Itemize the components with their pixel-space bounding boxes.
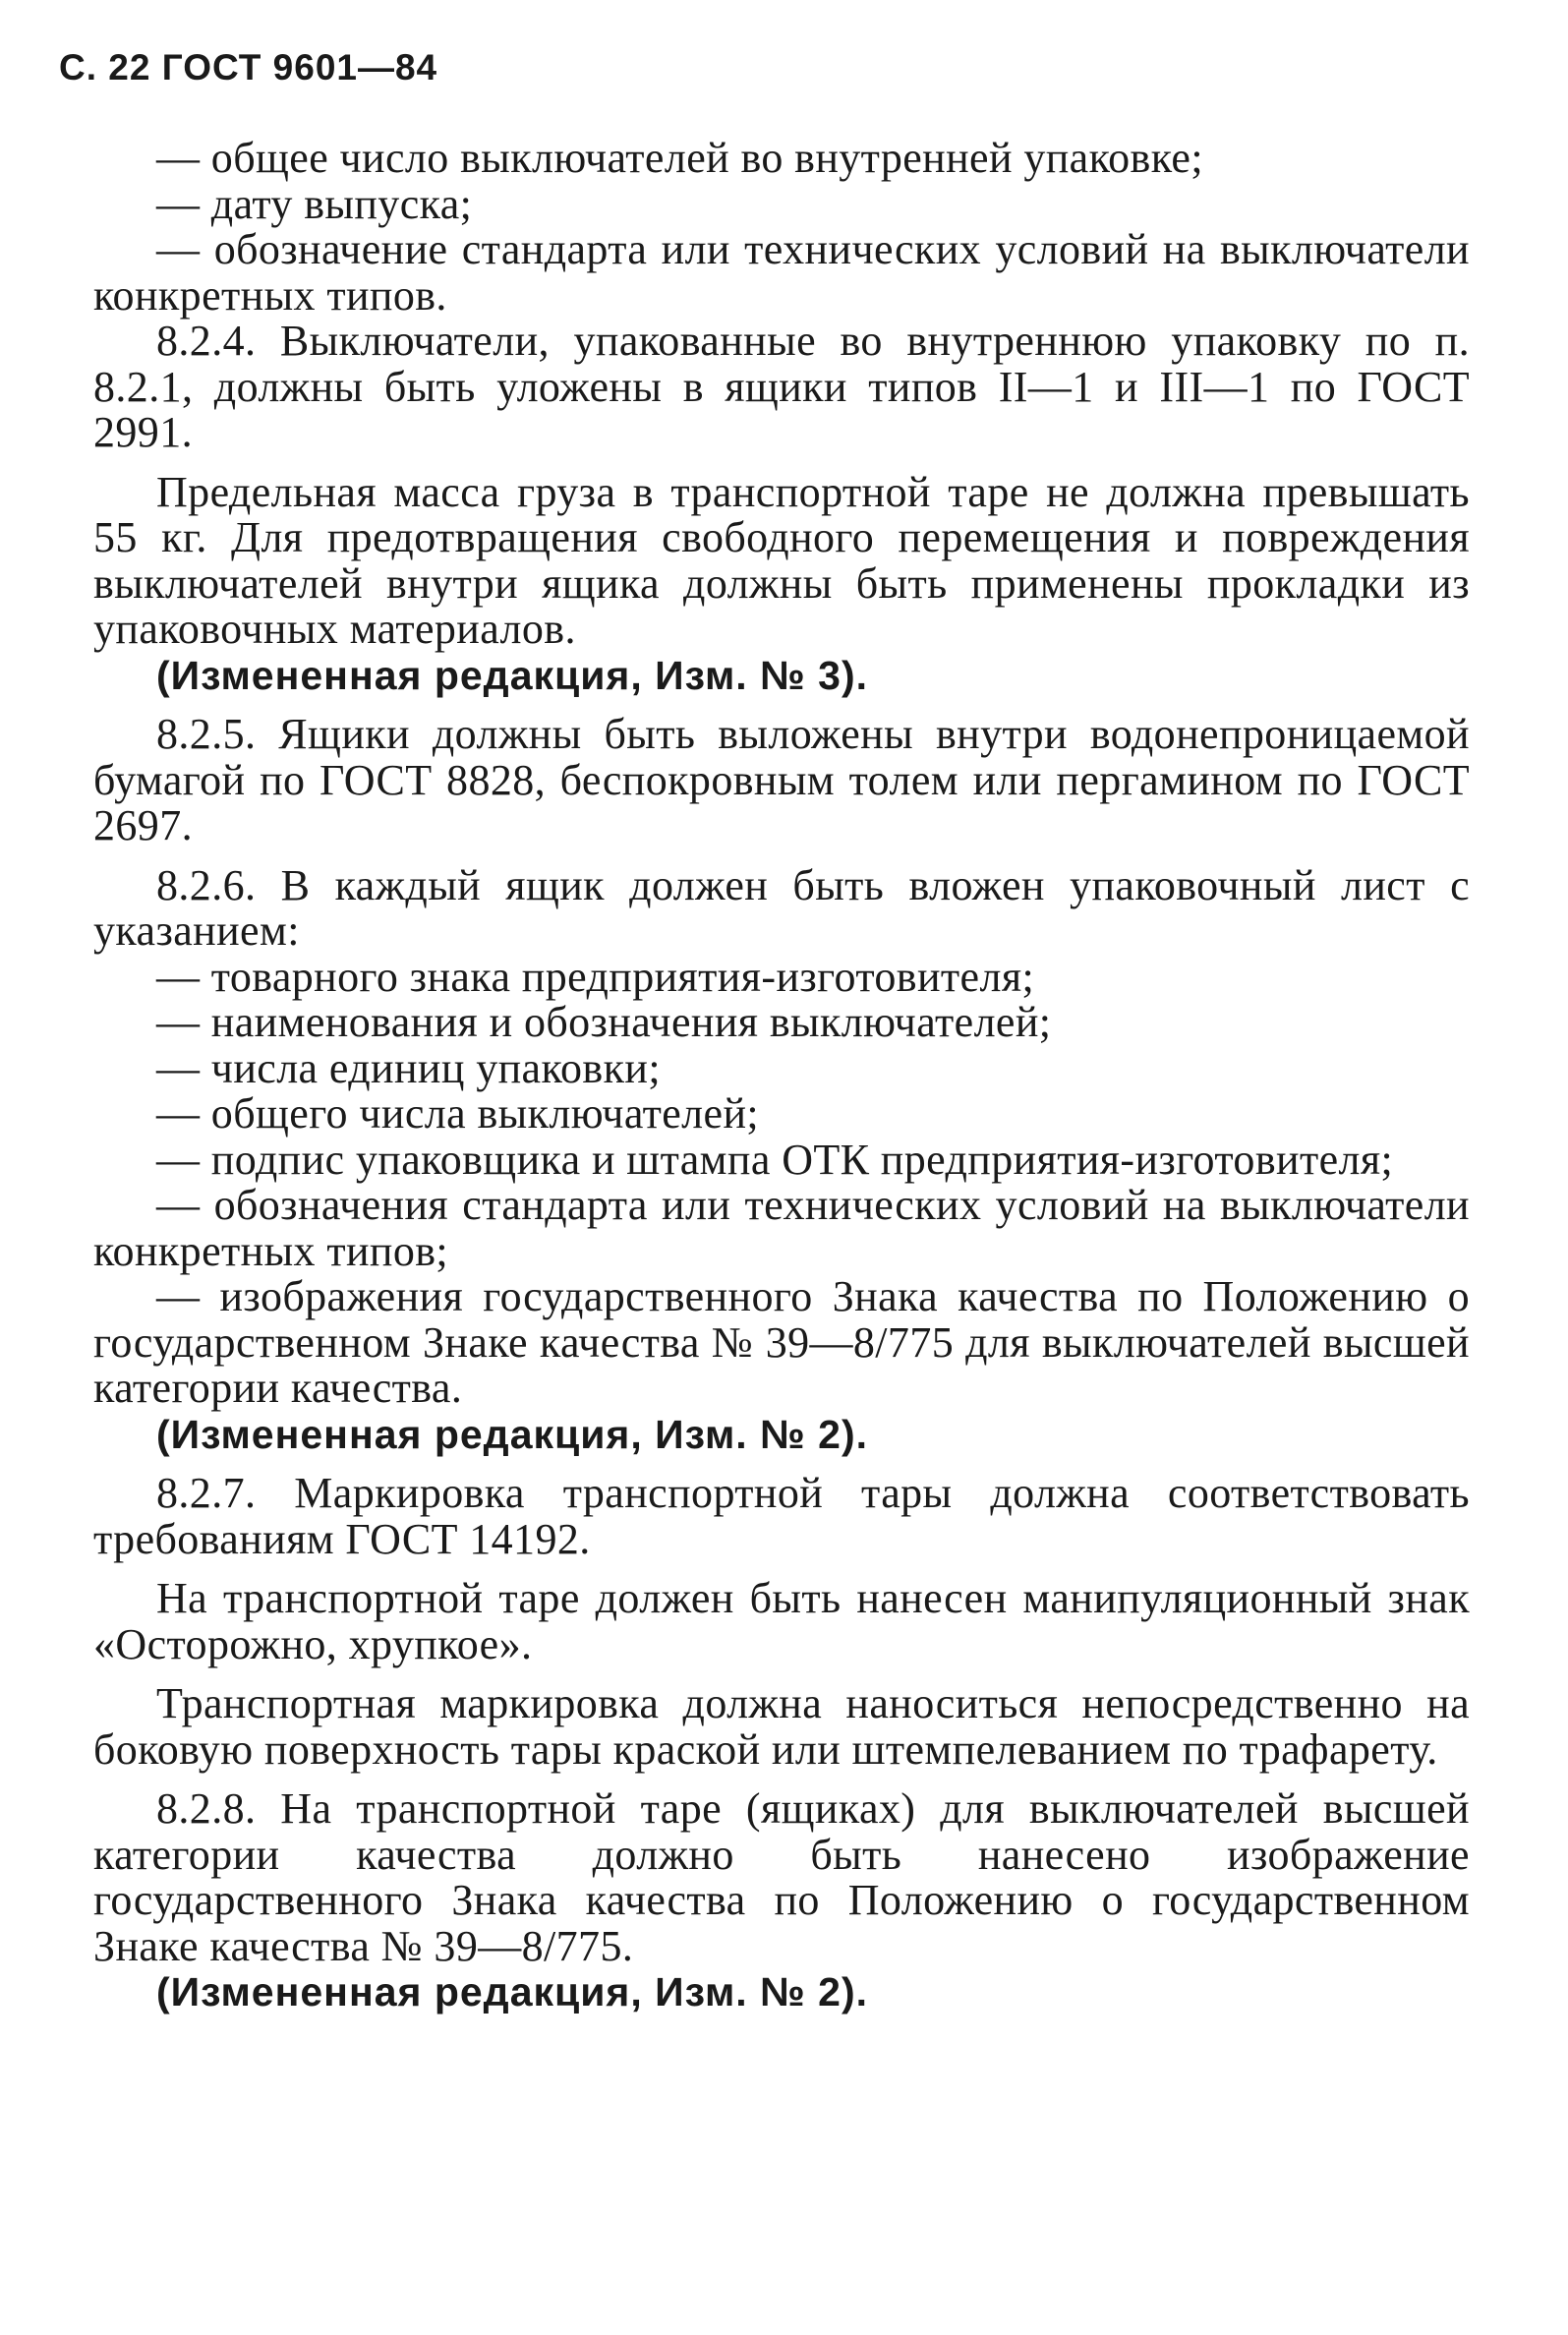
paragraph: 8.2.6. В каждый ящик должен быть вложен упаковочный лист с указанием:: [93, 860, 1470, 955]
paragraph: 8.2.5. Ящики должны быть выложены внутри водонепроницаемой бумагой по ГОСТ 8828, беспокровным толем или пергамином по ГОСТ 2697.: [93, 710, 1470, 849]
paragraph: — обозначение стандарта или технических условий на выключатели конкретных типов.: [93, 225, 1470, 320]
page-header: С. 22 ГОСТ 9601—84: [59, 47, 438, 88]
amendment-note: (Измененная редакция, Изм. № 2).: [156, 1969, 869, 2014]
paragraph: — обозначения стандарта или технических условий на выключатели конкретных типов;: [93, 1181, 1470, 1275]
paragraph: 8.2.8. На транспортной таре (ящиках) для выключателей высшей категории качества должно быть нанесено изображение государственного Знака качества по Положению о государственном Знаке качества № 39—8/775.: [93, 1784, 1470, 1970]
paragraph: Транспортная маркировка должна наноситься непосредственно на боковую поверхность тары краской или штемпелеванием по трафарету.: [93, 1679, 1470, 1774]
paragraph: — общее число выключателей во внутренней упаковке;: [156, 134, 1203, 182]
paragraph: Предельная масса груза в транспортной таре не должна превышать 55 кг. Для предотвращения свободного перемещения и повреждения выключателей внутри ящика должны быть применены прокладки из упаковочных материалов.: [93, 467, 1470, 653]
paragraph: — числа единиц упаковки;: [156, 1043, 661, 1092]
paragraph: — подпис упаковщика и штампа ОТК предприятия-изготовителя;: [156, 1135, 1394, 1184]
document-body: [93, 136, 1470, 2015]
paragraph: 8.2.7. Маркировка транспортной тары должна соответствовать требованиям ГОСТ 14192.: [93, 1469, 1470, 1563]
paragraph: На транспортной таре должен быть нанесен манипуляционный знак «Осторожно, хрупкое».: [93, 1574, 1470, 1668]
paragraph: — товарного знака предприятия-изготовителя;: [156, 952, 1035, 1001]
amendment-note: (Измененная редакция, Изм. № 2).: [156, 1411, 869, 1457]
paragraph: — общего числа выключателей;: [156, 1089, 760, 1138]
paragraph: — дату выпуска;: [156, 179, 473, 228]
amendment-note: (Измененная редакция, Изм. № 3).: [156, 652, 869, 698]
paragraph: — изображения государственного Знака качества по Положению о государственном Знаке качества № 39—8/775 для выключателей высшей категории качества.: [93, 1272, 1470, 1412]
paragraph: — наименования и обозначения выключателей;: [156, 998, 1052, 1046]
paragraph: 8.2.4. Выключатели, упакованные во внутреннюю упаковку по п. 8.2.1, должны быть уложены в ящики типов II—1 и III—1 по ГОСТ 2991.: [93, 317, 1470, 456]
